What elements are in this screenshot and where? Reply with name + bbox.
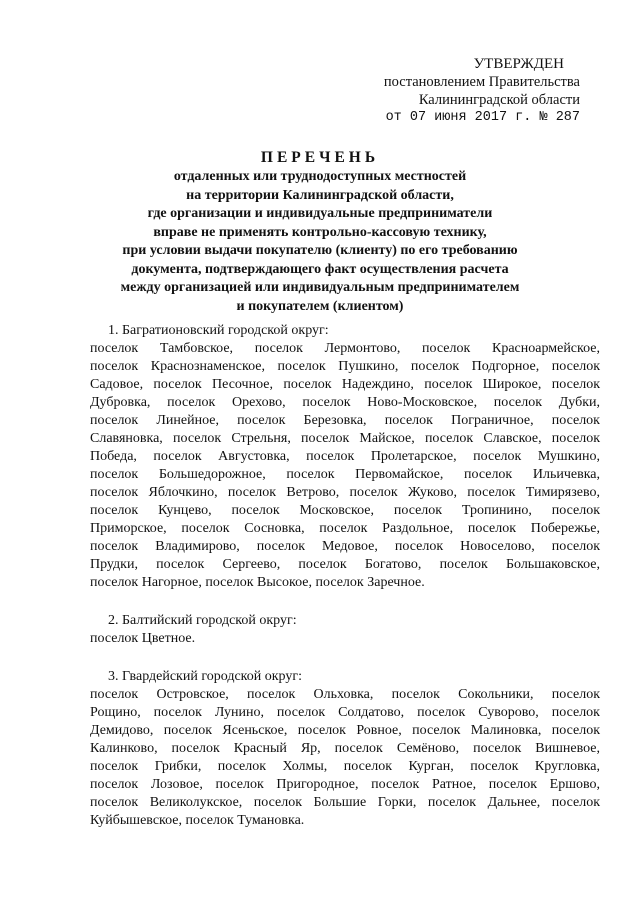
district-heading: 3. Гвардейский городской округ: (108, 669, 303, 684)
settlement-line: поселок Грибки, поселок Холмы, поселок Курган, поселок Кругловка, (90, 759, 600, 774)
approval-region-line: Калининградской области (418, 92, 580, 108)
settlement-list (90, 630, 600, 648)
title-line: отдаленных или труднодоступных местностей (173, 169, 467, 184)
district-heading: 2. Балтийский городской округ: (108, 613, 297, 628)
decree-date-number: от 07 июня 2017 г. № 287 (385, 110, 580, 125)
title-line: вправе не применять контрольно-кассовую технику, (153, 224, 487, 240)
title-line: между организацией или индивидуальным предпринимателем (120, 280, 520, 295)
settlement-line: Приморское, поселок Сосновка, поселок Раздольное, поселок Побережье, (90, 521, 600, 536)
settlement-line: Славяновка, поселок Стрельня, поселок Майское, поселок Славское, поселок (90, 431, 600, 446)
title-line: на территории Калининградской области, (186, 187, 454, 203)
settlement-line: Куйбышевское, поселок Тумановка. (90, 813, 305, 828)
settlement-line: поселок Кунцево, поселок Московское, поселок Тропинино, поселок (90, 503, 600, 518)
approval-stamp (350, 55, 580, 127)
district-heading: 1. Багратионовский городской округ: (108, 323, 329, 338)
settlement-line: поселок Большедорожное, поселок Первомайское, поселок Ильичевка, (90, 467, 600, 482)
title-line: при условии выдачи покупателю (клиенту) по его требованию (122, 243, 518, 258)
settlement-list (90, 340, 600, 592)
settlement-line: Рощино, поселок Лунино, поселок Солдатово, поселок Суворово, поселок (90, 705, 600, 720)
district-section (90, 322, 600, 592)
settlement-line: поселок Нагорное, поселок Высокое, поселок Заречное. (90, 575, 425, 590)
district-section (90, 668, 600, 830)
settlement-line: Демидово, поселок Ясеньское, поселок Ровное, поселок Малиновка, поселок (90, 723, 600, 738)
settlement-line: поселок Яблочкино, поселок Ветрово, поселок Жуково, поселок Тимирязево, (90, 485, 600, 500)
settlement-line: поселок Великолукское, поселок Большие Горки, поселок Дальнее, поселок (90, 795, 600, 810)
title-line: документа, подтверждающего факт осуществления расчета (131, 261, 509, 277)
settlement-line: поселок Краснознаменское, поселок Пушкино, поселок Подгорное, поселок (90, 359, 600, 374)
settlement-line: Садовое, поселок Песочное, поселок Надеждино, поселок Широкое, поселок (90, 377, 600, 392)
settlement-line: Калинково, поселок Красный Яр, поселок Семёново, поселок Вишневое, (90, 741, 600, 756)
title-line: и покупателем (клиентом) (236, 298, 404, 314)
document-title (60, 148, 580, 316)
settlement-list (90, 686, 600, 830)
settlement-line: поселок Цветное. (90, 631, 196, 646)
settlement-line: поселок Лозовое, поселок Пригородное, поселок Ратное, поселок Ершово, (90, 777, 600, 792)
approved-label: УТВЕРЖДЕН (473, 56, 564, 72)
settlement-line: Победа, поселок Августовка, поселок Пролетарское, поселок Мушкино, (90, 449, 600, 464)
settlement-line: поселок Островское, поселок Ольховка, поселок Сокольники, поселок (90, 687, 600, 702)
settlement-line: Дубровка, поселок Орехово, поселок Ново-Московское, поселок Дубки, (90, 395, 600, 410)
district-section (90, 612, 600, 648)
title-line: где организации и индивидуальные предприниматели (147, 206, 493, 221)
settlement-line: поселок Линейное, поселок Березовка, поселок Пограничное, поселок (90, 413, 600, 428)
settlement-line: Прудки, поселок Сергеево, поселок Богатово, поселок Большаковское, (90, 557, 600, 572)
districts-list (90, 322, 600, 850)
approval-authority-line: постановлением Правительства (383, 74, 580, 90)
settlement-line: поселок Тамбовское, поселок Лермонтово, поселок Красноармейское, (90, 341, 600, 356)
settlement-line: поселок Владимирово, поселок Медовое, поселок Новоселово, поселок (90, 539, 600, 554)
title-heading: ПЕРЕЧЕНЬ (260, 149, 380, 166)
